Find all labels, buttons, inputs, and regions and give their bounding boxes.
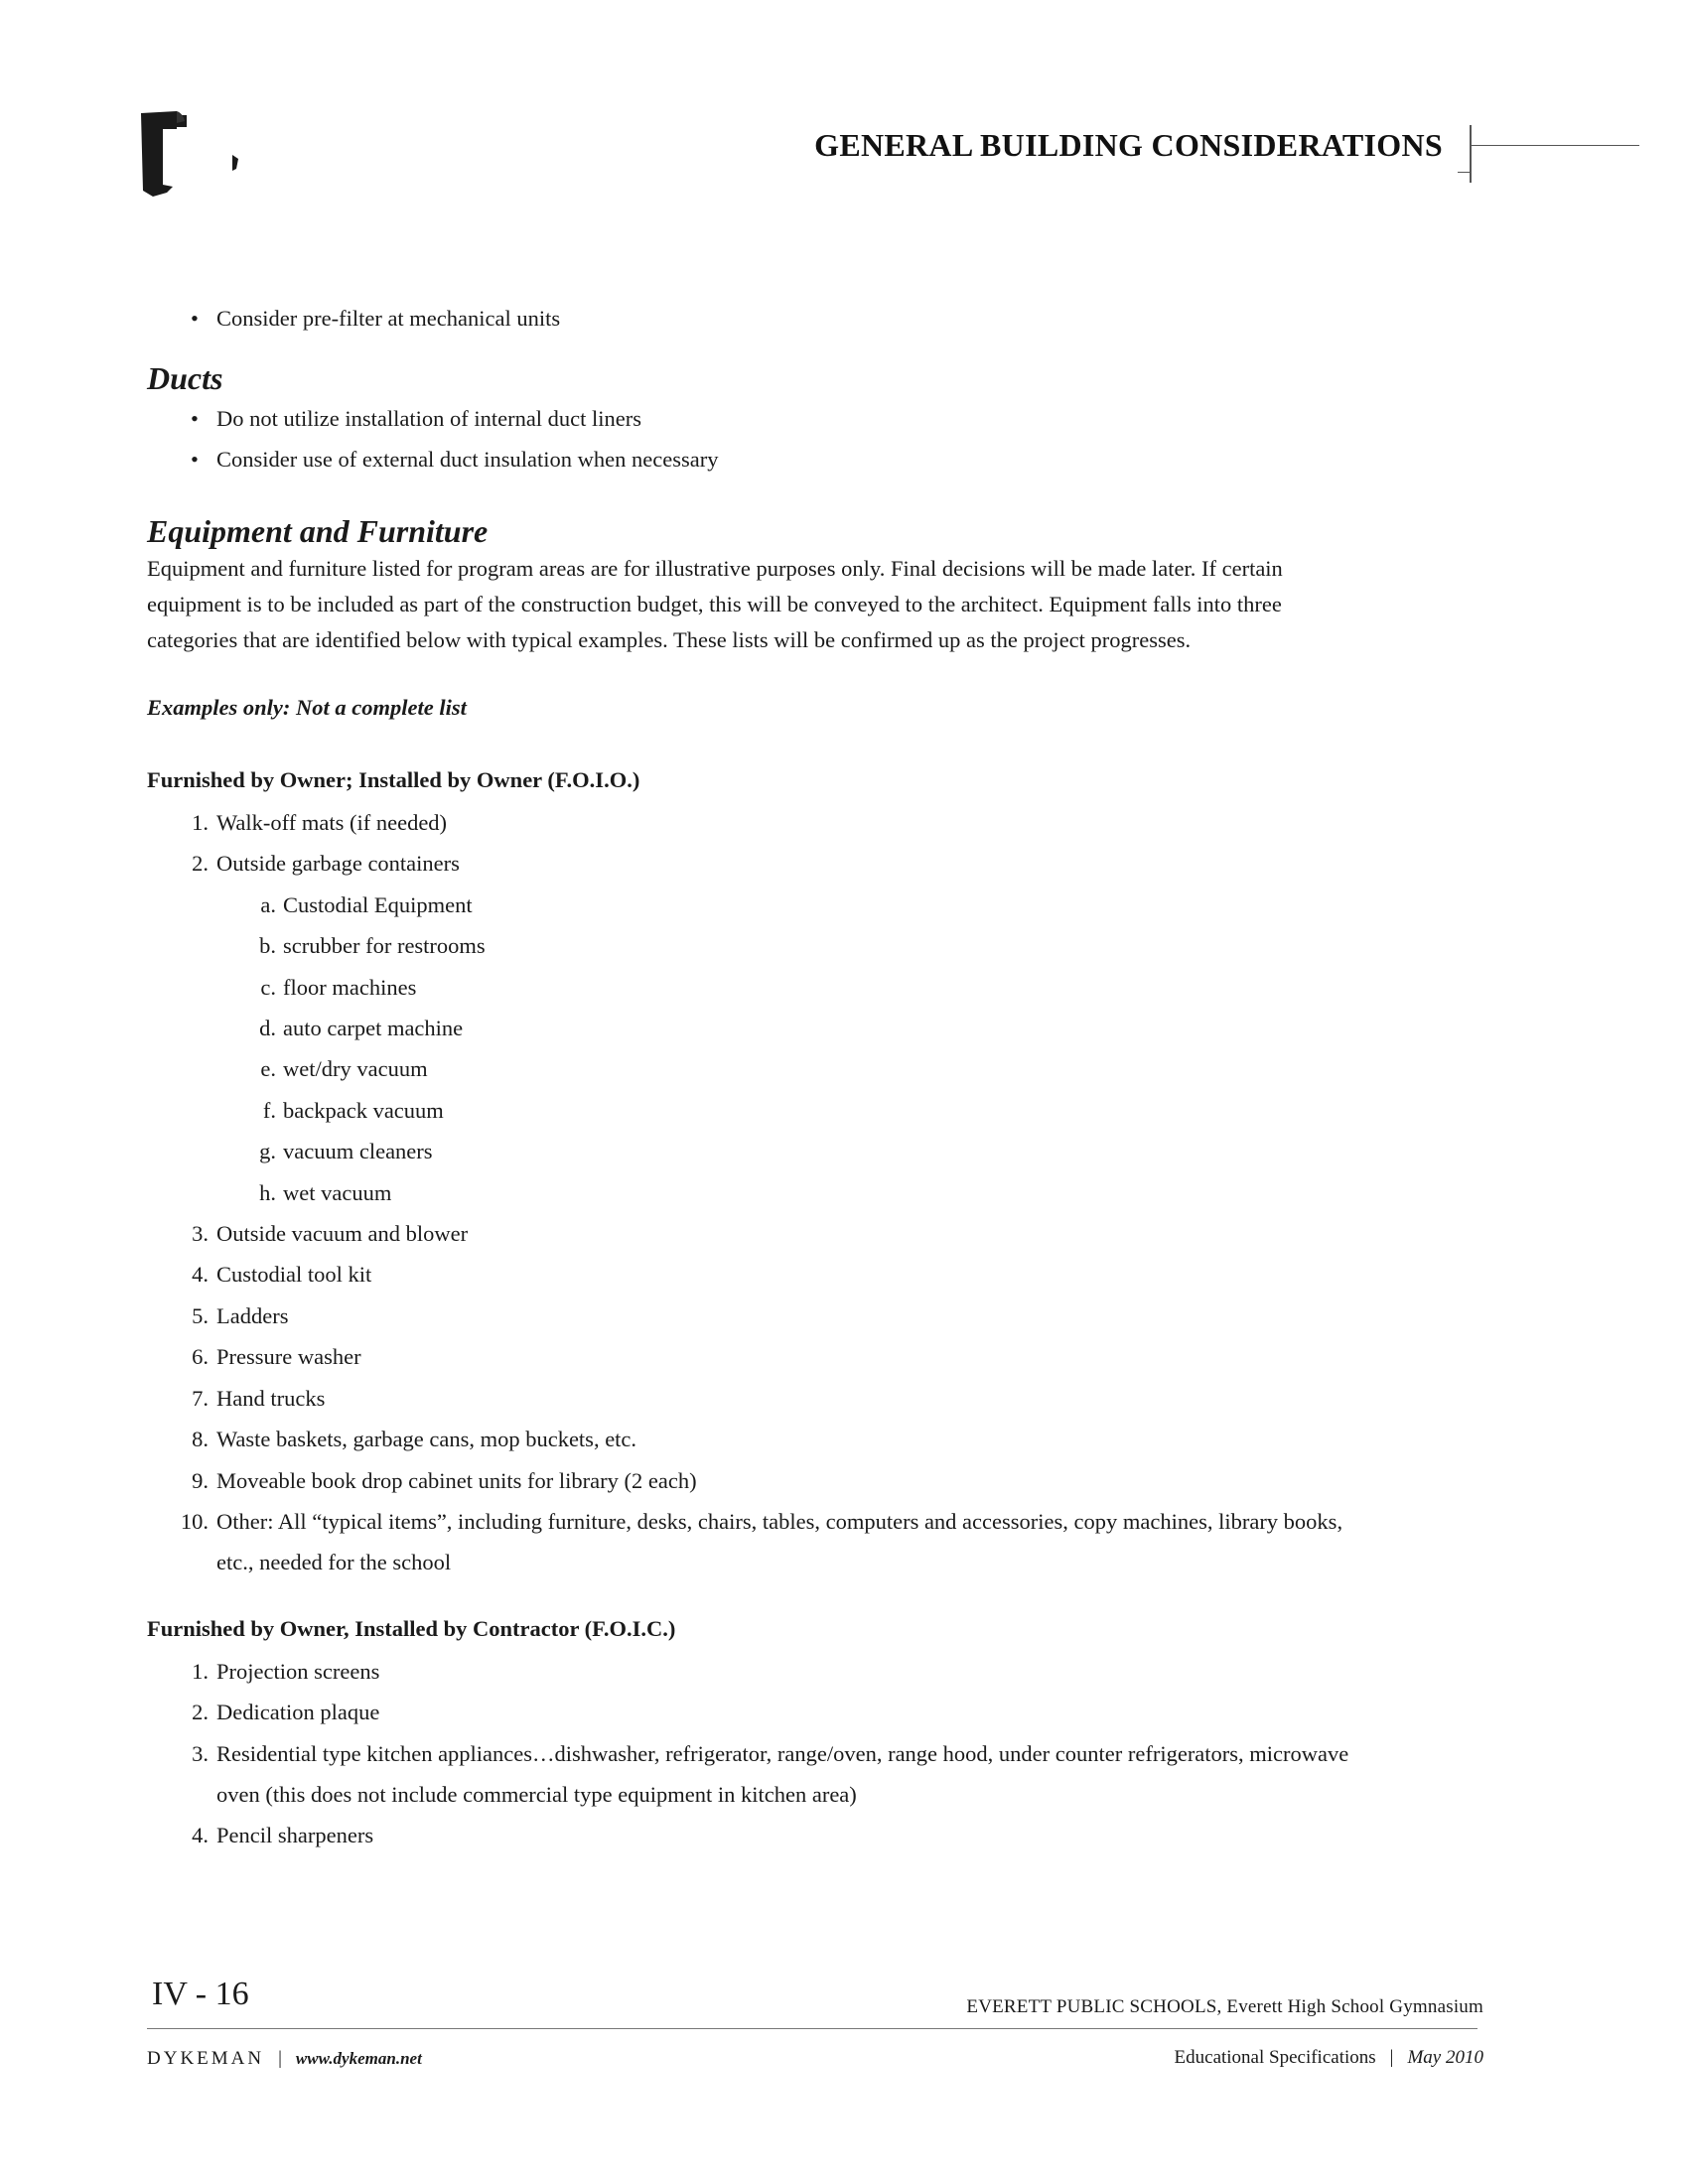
item-number: 3. (192, 1221, 209, 1247)
paragraph-line: categories that are identified below with typical examples. These lists will be confirmed up as the project progresses. (147, 627, 1192, 652)
sub-list-item (147, 1131, 1477, 1171)
header-tick (1458, 172, 1471, 173)
foic-list (147, 1651, 1477, 1856)
item-text: floor machines (283, 974, 417, 1000)
item-letter: b. (259, 933, 276, 959)
header-divider-mark (1470, 125, 1472, 183)
foic-heading: Furnished by Owner, Installed by Contractor (F.O.I.C.) (147, 1615, 676, 1641)
list-item (147, 1501, 1477, 1542)
item-text: wet vacuum (283, 1179, 392, 1205)
list-item (147, 1419, 1477, 1459)
bullet-item: • Consider use of external duct insulation when necessary (147, 439, 1477, 479)
footer-separator: | (278, 2048, 282, 2069)
item-text: Pressure washer (216, 1344, 361, 1370)
list-item (147, 802, 1477, 843)
sub-list-item (147, 1172, 1477, 1213)
ducts-bullet-list (147, 398, 1477, 479)
footer-rule (147, 2028, 1477, 2029)
item-text: scrubber for restrooms (283, 933, 486, 959)
sub-list-item (147, 1048, 1477, 1089)
header-rule (1471, 145, 1639, 146)
ducts-heading: Ducts (147, 360, 223, 396)
item-number: 4. (192, 1262, 209, 1288)
item-text: Custodial Equipment (283, 891, 473, 917)
list-item (147, 1692, 1477, 1732)
item-number: 3. (192, 1740, 209, 1766)
item-text: Moveable book drop cabinet units for library (2 each) (216, 1467, 697, 1493)
item-text: Projection screens (216, 1658, 380, 1684)
item-text: Residential type kitchen appliances…dishwasher, refrigerator, range/oven, range hood, under counter refrigerators, microwave (216, 1740, 1349, 1766)
paragraph-line: Equipment and furniture listed for program areas are for illustrative purposes only. Final decisions will be made later. If certain (147, 556, 1283, 581)
item-number: 6. (192, 1344, 209, 1370)
list-item-continuation (147, 1774, 1477, 1815)
footer-url-link[interactable]: www.dykeman.net (295, 2049, 422, 2068)
main-content (147, 298, 1477, 1856)
dykeman-logo (137, 107, 246, 206)
footer-brand-block (147, 2048, 422, 2070)
item-number: 10. (180, 1508, 209, 1534)
item-number: 5. (192, 1302, 209, 1328)
list-item (147, 1733, 1477, 1774)
list-item (147, 1336, 1477, 1377)
item-number: 4. (192, 1823, 209, 1848)
footer-date: May 2010 (1407, 2047, 1483, 2068)
item-text: Waste baskets, garbage cans, mop buckets, etc. (216, 1427, 637, 1452)
item-number: 1. (192, 1658, 209, 1684)
equipment-heading: Equipment and Furniture (147, 513, 489, 549)
top-bullet-list (147, 298, 1477, 339)
list-item-continuation (147, 1542, 1477, 1582)
item-text: Ladders (216, 1302, 289, 1328)
foio-heading: Furnished by Owner; Installed by Owner (F.O.I.O.) (147, 767, 640, 792)
footer-doc-title: Educational Specifications (1174, 2047, 1376, 2068)
item-number: 7. (192, 1385, 209, 1411)
list-item (147, 1296, 1477, 1336)
list-item (147, 1815, 1477, 1855)
item-letter: a. (260, 891, 276, 917)
list-item (147, 843, 1477, 884)
item-text: vacuum cleaners (283, 1139, 433, 1164)
sub-list-item (147, 1008, 1477, 1048)
item-number: 8. (192, 1427, 209, 1452)
list-item (147, 1651, 1477, 1692)
sub-list-item (147, 885, 1477, 925)
page-number: IV - 16 (152, 1976, 249, 2012)
item-text: etc., needed for the school (216, 1550, 452, 1575)
footer-brand: DYKEMAN (147, 2048, 265, 2069)
paragraph-line: equipment is to be included as part of the construction budget, this will be conveyed to the architect. Equipment falls into three (147, 592, 1282, 616)
item-text: wet/dry vacuum (283, 1056, 428, 1082)
item-number: 2. (192, 1700, 209, 1725)
footer-spec-block (1175, 2047, 1483, 2069)
list-item (147, 1254, 1477, 1295)
examples-note: Examples only: Not a complete list (147, 695, 467, 720)
item-letter: h. (259, 1179, 276, 1205)
item-text: auto carpet machine (283, 1016, 464, 1041)
item-text: Other: All “typical items”, including furniture, desks, chairs, tables, computers and accessories, copy machines, library books, (216, 1508, 1343, 1534)
foio-list-continued (147, 1213, 1477, 1583)
equipment-paragraph (147, 551, 1477, 658)
bullet-item: • Do not utilize installation of internal duct liners (147, 398, 1477, 439)
item-text: Outside vacuum and blower (216, 1221, 469, 1247)
sub-list-item (147, 925, 1477, 966)
footer-project: EVERETT PUBLIC SCHOOLS, Everett High School Gymnasium (966, 1996, 1483, 2017)
foio-sublist (147, 885, 1477, 1213)
item-text: Custodial tool kit (216, 1262, 372, 1288)
item-letter: f. (262, 1097, 276, 1123)
sub-list-item (147, 967, 1477, 1008)
item-number: 9. (192, 1467, 209, 1493)
page-header-title: GENERAL BUILDING CONSIDERATIONS (814, 127, 1443, 163)
list-item (147, 1460, 1477, 1501)
item-text: Walk-off mats (if needed) (216, 810, 448, 835)
item-number: 2. (192, 851, 209, 877)
item-text: Outside garbage containers (216, 851, 460, 877)
item-letter: c. (260, 974, 276, 1000)
sub-list-item (147, 1090, 1477, 1131)
item-text: oven (this does not include commercial type equipment in kitchen area) (216, 1781, 857, 1807)
list-item (147, 1213, 1477, 1254)
item-text: Hand trucks (216, 1385, 326, 1411)
item-letter: d. (259, 1016, 276, 1041)
foio-list (147, 802, 1477, 885)
bullet-item: • Consider pre-filter at mechanical units (147, 298, 1477, 339)
list-item (147, 1378, 1477, 1419)
item-text: backpack vacuum (283, 1097, 444, 1123)
item-number: 1. (192, 810, 209, 835)
item-letter: e. (260, 1056, 276, 1082)
footer-separator: | (1389, 2047, 1394, 2068)
item-text: Pencil sharpeners (216, 1823, 374, 1848)
item-letter: g. (259, 1139, 276, 1164)
item-text: Dedication plaque (216, 1700, 380, 1725)
